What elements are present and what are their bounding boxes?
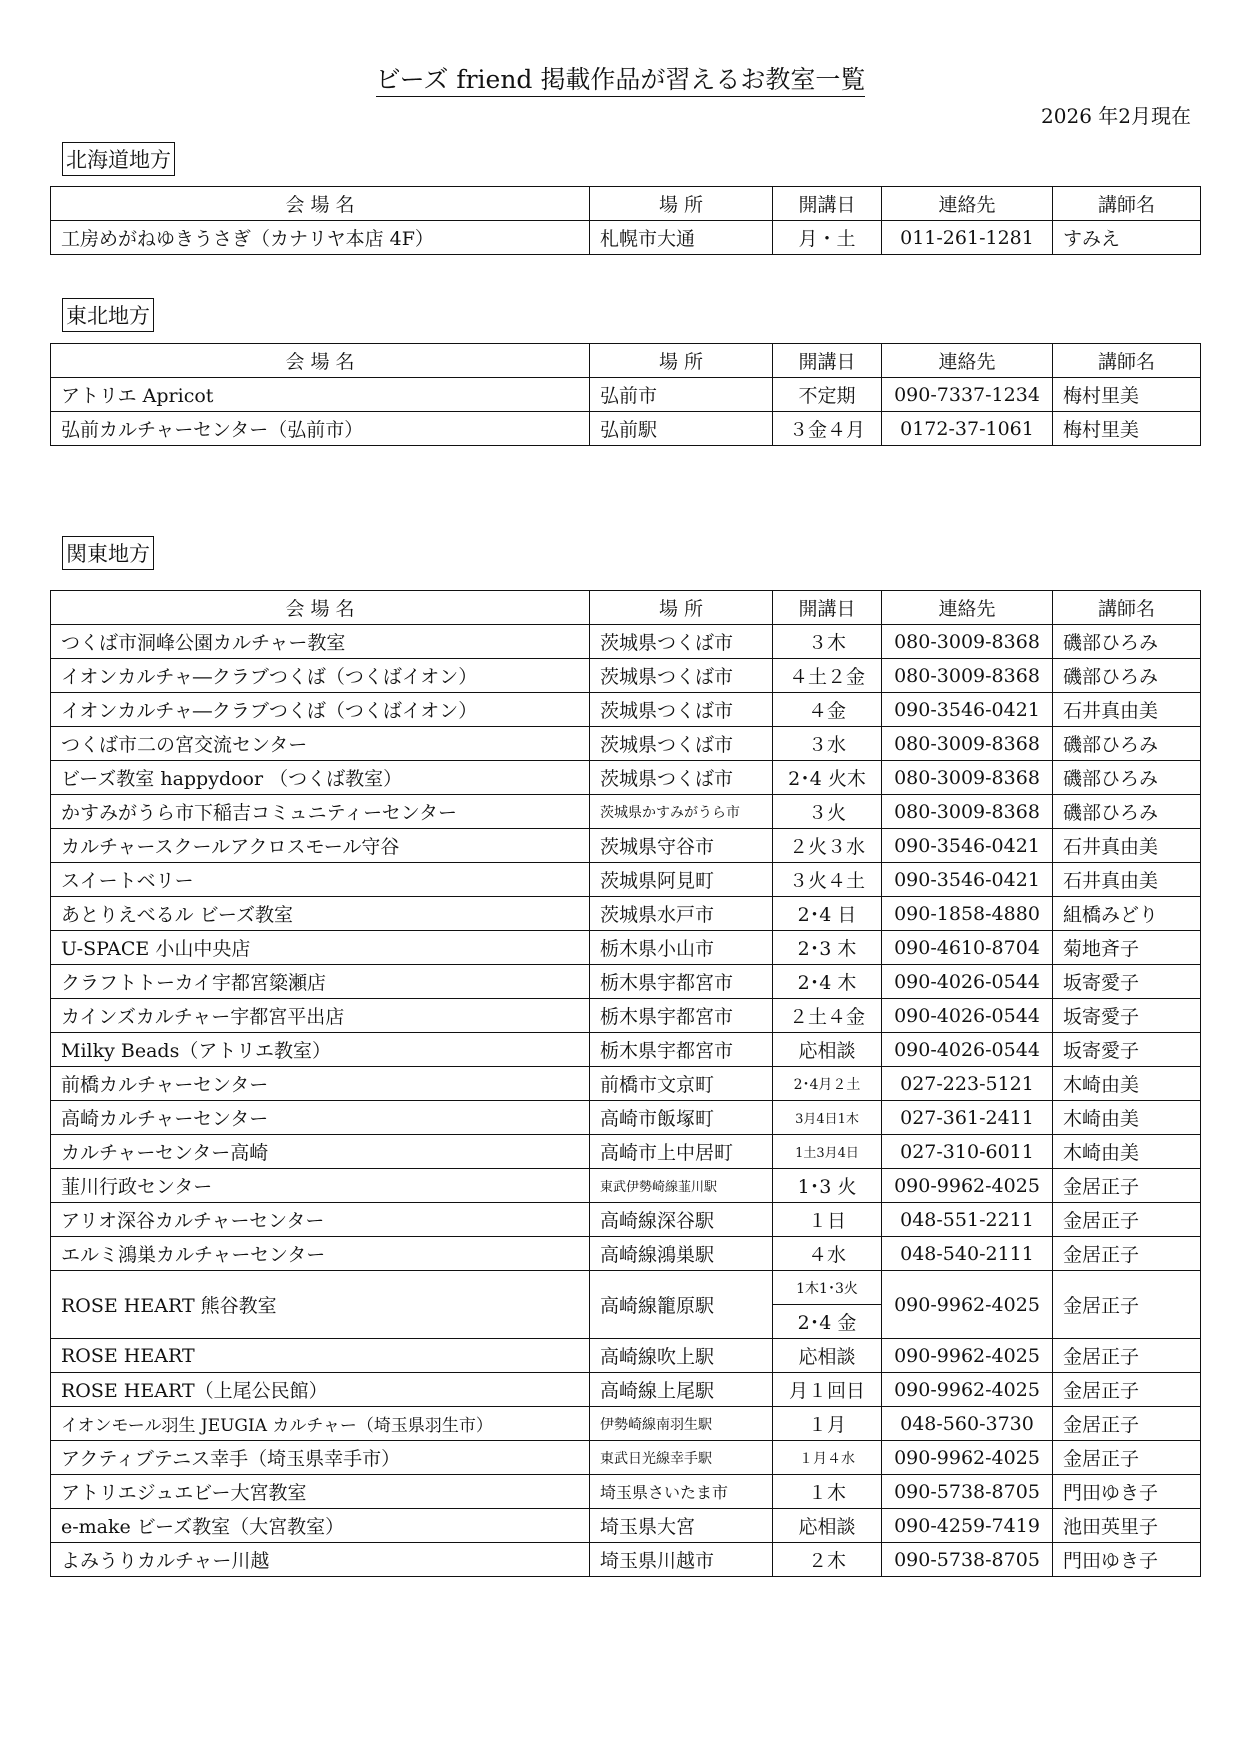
tel-cell: 080-3009-8368 <box>882 795 1053 829</box>
day-cell: 月・土 <box>773 221 882 255</box>
table-kanto <box>50 590 1201 1577</box>
tel-cell: 011-261-1281 <box>882 221 1053 255</box>
venue-cell: 韮川行政センター <box>51 1169 590 1203</box>
place-cell: 茨城県つくば市 <box>590 761 773 795</box>
venue-cell: 高崎カルチャーセンター <box>51 1101 590 1135</box>
place-cell: 栃木県宇都宮市 <box>590 965 773 999</box>
tel-cell: 048-540-2111 <box>882 1237 1053 1271</box>
place-cell: 高崎線上尾駅 <box>590 1373 773 1407</box>
table-row <box>51 1067 1201 1101</box>
venue-cell: U-SPACE 小山中央店 <box>51 931 590 965</box>
day-cell: ３火４土 <box>773 863 882 897</box>
venue-cell: ROSE HEART（上尾公民館） <box>51 1373 590 1407</box>
day-cell: ２木 <box>773 1543 882 1577</box>
venue-cell: イオンモール羽生 JEUGIA カルチャー（埼玉県羽生市） <box>51 1407 590 1441</box>
table-tohoku <box>50 343 1201 446</box>
place-cell: 栃木県小山市 <box>590 931 773 965</box>
table-row <box>51 1407 1201 1441</box>
teacher-cell: 石井真由美 <box>1053 693 1201 727</box>
place-cell: 埼玉県さいたま市 <box>590 1475 773 1509</box>
tel-cell: 0172-37-1061 <box>882 412 1053 446</box>
venue-cell: アトリエジュエビー大宮教室 <box>51 1475 590 1509</box>
venue-cell: アトリエ Apricot <box>51 378 590 412</box>
day-cell: ３金４月 <box>773 412 882 446</box>
teacher-cell: 磯部ひろみ <box>1053 727 1201 761</box>
teacher-cell: 金居正子 <box>1053 1339 1201 1373</box>
venue-cell: スイートベリー <box>51 863 590 897</box>
teacher-cell: 菊地斉子 <box>1053 931 1201 965</box>
day-cell: ２火３水 <box>773 829 882 863</box>
venue-cell: エルミ鴻巣カルチャーセンター <box>51 1237 590 1271</box>
venue-cell: あとりえべるル ビーズ教室 <box>51 897 590 931</box>
day-cell: 2･4月２土 <box>773 1067 882 1101</box>
table-hokkaido <box>50 186 1201 255</box>
place-cell: 高崎線吹上駅 <box>590 1339 773 1373</box>
venue-cell: ROSE HEART <box>51 1339 590 1373</box>
teacher-cell: 磯部ひろみ <box>1053 761 1201 795</box>
tel-cell: 027-361-2411 <box>882 1101 1053 1135</box>
table-row <box>51 412 1201 446</box>
day-cell: ４金 <box>773 693 882 727</box>
teacher-cell: 梅村里美 <box>1053 412 1201 446</box>
day-cell: 1･3 火 <box>773 1169 882 1203</box>
header-venue: 会 場 名 <box>51 591 590 625</box>
tel-cell: 090-7337-1234 <box>882 378 1053 412</box>
venue-cell: つくば市洞峰公園カルチャー教室 <box>51 625 590 659</box>
place-cell: 茨城県つくば市 <box>590 659 773 693</box>
table-row <box>51 659 1201 693</box>
header-day: 開講日 <box>773 591 882 625</box>
teacher-cell: 木崎由美 <box>1053 1101 1201 1135</box>
venue-cell: 前橋カルチャーセンター <box>51 1067 590 1101</box>
tel-cell: 090-9962-4025 <box>882 1441 1053 1475</box>
table-row <box>51 221 1201 255</box>
place-cell: 東武日光線幸手駅 <box>590 1441 773 1475</box>
tel-cell: 090-4026-0544 <box>882 965 1053 999</box>
place-cell: 茨城県つくば市 <box>590 693 773 727</box>
place-cell: 弘前市 <box>590 378 773 412</box>
day-cell: ４水 <box>773 1237 882 1271</box>
day-cell: 2･4 日 <box>773 897 882 931</box>
place-cell: 高崎線籠原駅 <box>590 1271 773 1339</box>
table-row <box>51 1509 1201 1543</box>
tel-cell: 080-3009-8368 <box>882 659 1053 693</box>
table-row <box>51 1237 1201 1271</box>
page-title: ビーズ friend 掲載作品が習えるお教室一覧 <box>0 60 1241 96</box>
tel-cell: 090-3546-0421 <box>882 863 1053 897</box>
teacher-cell: 門田ゆき子 <box>1053 1475 1201 1509</box>
table-row <box>51 1169 1201 1203</box>
teacher-cell: 金居正子 <box>1053 1407 1201 1441</box>
tel-cell: 090-4259-7419 <box>882 1509 1053 1543</box>
date-label: 2026 年2月現在 <box>1041 104 1191 128</box>
teacher-cell: 金居正子 <box>1053 1441 1201 1475</box>
table-row <box>51 1101 1201 1135</box>
teacher-cell: 磯部ひろみ <box>1053 625 1201 659</box>
day-cell: 3月4日1木 <box>773 1101 882 1135</box>
tel-cell: 048-560-3730 <box>882 1407 1053 1441</box>
venue-cell: アクティブテニス幸手（埼玉県幸手市） <box>51 1441 590 1475</box>
table-row <box>51 931 1201 965</box>
tel-cell: 080-3009-8368 <box>882 727 1053 761</box>
table-row <box>51 761 1201 795</box>
venue-cell: つくば市二の宮交流センター <box>51 727 590 761</box>
venue-cell: ビーズ教室 happydoor （つくば教室） <box>51 761 590 795</box>
header-place: 場 所 <box>590 591 773 625</box>
place-cell: 茨城県水戸市 <box>590 897 773 931</box>
table-row <box>51 829 1201 863</box>
teacher-cell: 金居正子 <box>1053 1237 1201 1271</box>
day-cell: 2･4 木 <box>773 965 882 999</box>
place-cell: 茨城県阿見町 <box>590 863 773 897</box>
table-row <box>51 1339 1201 1373</box>
venue-cell: e-make ビーズ教室（大宮教室） <box>51 1509 590 1543</box>
place-cell: 高崎線鴻巣駅 <box>590 1237 773 1271</box>
tel-cell: 090-9962-4025 <box>882 1169 1053 1203</box>
teacher-cell: 坂寄愛子 <box>1053 999 1201 1033</box>
table-row <box>51 795 1201 829</box>
teacher-cell: 門田ゆき子 <box>1053 1543 1201 1577</box>
tel-cell: 090-5738-8705 <box>882 1543 1053 1577</box>
table-row <box>51 1033 1201 1067</box>
tel-cell: 090-1858-4880 <box>882 897 1053 931</box>
day-cell: ４土２金 <box>773 659 882 693</box>
tel-cell: 027-310-6011 <box>882 1135 1053 1169</box>
header-teacher: 講師名 <box>1053 591 1201 625</box>
venue-cell: カルチャースクールアクロスモール守谷 <box>51 829 590 863</box>
teacher-cell: 金居正子 <box>1053 1203 1201 1237</box>
teacher-cell: 梅村里美 <box>1053 378 1201 412</box>
teacher-cell: 金居正子 <box>1053 1373 1201 1407</box>
day-cell: 2･4 火木 <box>773 761 882 795</box>
teacher-cell: 組橋みどり <box>1053 897 1201 931</box>
day-cell: ３火 <box>773 795 882 829</box>
day-cell: 2･4 金 <box>773 1305 882 1339</box>
place-cell: 埼玉県川越市 <box>590 1543 773 1577</box>
tel-cell: 080-3009-8368 <box>882 625 1053 659</box>
tel-cell: 048-551-2211 <box>882 1203 1053 1237</box>
day-cell: 応相談 <box>773 1033 882 1067</box>
place-cell: 弘前駅 <box>590 412 773 446</box>
day-cell: １月４水 <box>773 1441 882 1475</box>
place-cell: 茨城県つくば市 <box>590 727 773 761</box>
place-cell: 札幌市大通 <box>590 221 773 255</box>
day-cell: 応相談 <box>773 1339 882 1373</box>
table-row <box>51 965 1201 999</box>
section-title-kanto: 関東地方 <box>62 536 154 570</box>
header-contact: 連絡先 <box>882 187 1053 221</box>
header-venue: 会 場 名 <box>51 344 590 378</box>
tel-cell: 090-4026-0544 <box>882 1033 1053 1067</box>
day-cell: 不定期 <box>773 378 882 412</box>
teacher-cell: 金居正子 <box>1053 1169 1201 1203</box>
tel-cell: 027-223-5121 <box>882 1067 1053 1101</box>
place-cell: 栃木県宇都宮市 <box>590 999 773 1033</box>
table-row <box>51 1543 1201 1577</box>
teacher-cell: 金居正子 <box>1053 1271 1201 1339</box>
teacher-cell: 池田英里子 <box>1053 1509 1201 1543</box>
place-cell: 高崎線深谷駅 <box>590 1203 773 1237</box>
day-cell: １日 <box>773 1203 882 1237</box>
venue-cell: クラフトトーカイ宇都宮簗瀬店 <box>51 965 590 999</box>
day-cell: 月１回日 <box>773 1373 882 1407</box>
header-contact: 連絡先 <box>882 591 1053 625</box>
teacher-cell: 坂寄愛子 <box>1053 1033 1201 1067</box>
venue-cell: Milky Beads（アトリエ教室） <box>51 1033 590 1067</box>
header-day: 開講日 <box>773 344 882 378</box>
venue-cell: かすみがうら市下稲吉コミュニティーセンター <box>51 795 590 829</box>
tel-cell: 090-3546-0421 <box>882 693 1053 727</box>
tel-cell: 090-5738-8705 <box>882 1475 1053 1509</box>
tel-cell: 090-9962-4025 <box>882 1271 1053 1339</box>
tel-cell: 090-9962-4025 <box>882 1373 1053 1407</box>
teacher-cell: すみえ <box>1053 221 1201 255</box>
teacher-cell: 石井真由美 <box>1053 863 1201 897</box>
teacher-cell: 石井真由美 <box>1053 829 1201 863</box>
table-header-row <box>51 187 1201 221</box>
day-cell: 応相談 <box>773 1509 882 1543</box>
table-header-row <box>51 591 1201 625</box>
table-row <box>51 727 1201 761</box>
table-row <box>51 625 1201 659</box>
place-cell: 伊勢崎線南羽生駅 <box>590 1407 773 1441</box>
tel-cell: 090-4610-8704 <box>882 931 1053 965</box>
teacher-cell: 木崎由美 <box>1053 1135 1201 1169</box>
venue-cell: カルチャーセンター高崎 <box>51 1135 590 1169</box>
venue-cell: ROSE HEART 熊谷教室 <box>51 1271 590 1339</box>
table-row <box>51 897 1201 931</box>
teacher-cell: 木崎由美 <box>1053 1067 1201 1101</box>
tel-cell: 090-4026-0544 <box>882 999 1053 1033</box>
day-cell: 1木1･3火 <box>773 1271 882 1305</box>
table-row <box>51 693 1201 727</box>
day-cell: 1土3月4日 <box>773 1135 882 1169</box>
table-row <box>51 1135 1201 1169</box>
venue-cell: 工房めがねゆきうさぎ（カナリヤ本店 4F） <box>51 221 590 255</box>
header-contact: 連絡先 <box>882 344 1053 378</box>
venue-cell: カインズカルチャー宇都宮平出店 <box>51 999 590 1033</box>
table-header-row <box>51 344 1201 378</box>
header-venue: 会 場 名 <box>51 187 590 221</box>
header-day: 開講日 <box>773 187 882 221</box>
venue-cell: イオンカルチャ―クラブつくば（つくばイオン） <box>51 693 590 727</box>
table-row <box>51 1203 1201 1237</box>
table-row <box>51 863 1201 897</box>
place-cell: 前橋市文京町 <box>590 1067 773 1101</box>
day-cell: ２土４金 <box>773 999 882 1033</box>
teacher-cell: 坂寄愛子 <box>1053 965 1201 999</box>
place-cell: 東武伊勢崎線韮川駅 <box>590 1169 773 1203</box>
tel-cell: 090-3546-0421 <box>882 829 1053 863</box>
table-row <box>51 1373 1201 1407</box>
table-row <box>51 1475 1201 1509</box>
day-cell: １木 <box>773 1475 882 1509</box>
place-cell: 茨城県つくば市 <box>590 625 773 659</box>
venue-cell: 弘前カルチャーセンター（弘前市） <box>51 412 590 446</box>
day-cell: 2･3 木 <box>773 931 882 965</box>
section-title-tohoku: 東北地方 <box>62 298 154 332</box>
place-cell: 茨城県かすみがうら市 <box>590 795 773 829</box>
section-title-hokkaido: 北海道地方 <box>62 142 175 176</box>
venue-cell: イオンカルチャ―クラブつくば（つくばイオン） <box>51 659 590 693</box>
header-teacher: 講師名 <box>1053 344 1201 378</box>
venue-cell: アリオ深谷カルチャーセンター <box>51 1203 590 1237</box>
table-row <box>51 1441 1201 1475</box>
header-place: 場 所 <box>590 187 773 221</box>
place-cell: 高崎市上中居町 <box>590 1135 773 1169</box>
day-cell: １月 <box>773 1407 882 1441</box>
place-cell: 茨城県守谷市 <box>590 829 773 863</box>
table-row <box>51 378 1201 412</box>
teacher-cell: 磯部ひろみ <box>1053 795 1201 829</box>
day-cell: ３水 <box>773 727 882 761</box>
tel-cell: 090-9962-4025 <box>882 1339 1053 1373</box>
tel-cell: 080-3009-8368 <box>882 761 1053 795</box>
teacher-cell: 磯部ひろみ <box>1053 659 1201 693</box>
place-cell: 埼玉県大宮 <box>590 1509 773 1543</box>
place-cell: 高崎市飯塚町 <box>590 1101 773 1135</box>
header-place: 場 所 <box>590 344 773 378</box>
header-teacher: 講師名 <box>1053 187 1201 221</box>
table-row <box>51 999 1201 1033</box>
place-cell: 栃木県宇都宮市 <box>590 1033 773 1067</box>
day-cell: ３木 <box>773 625 882 659</box>
table-row <box>51 1271 1201 1305</box>
venue-cell: よみうりカルチャー川越 <box>51 1543 590 1577</box>
